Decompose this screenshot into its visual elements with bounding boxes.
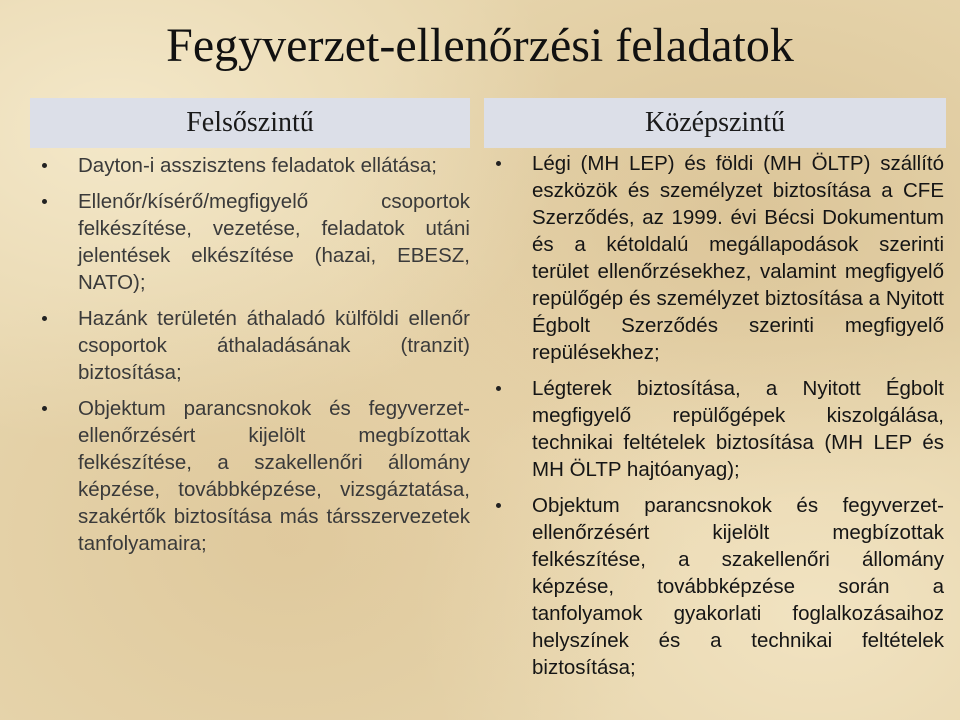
list-item [78,395,470,557]
left-bullet-list [30,152,470,557]
right-column [484,98,946,690]
bullet-icon [42,163,47,168]
list-item-text: Objektum parancsnokok és fegyverzet-ellenőrzésért kijelölt megbízottak felkészítése, a szakellenőri állomány képzése, továbbképzése során a tanfolyamok gyakorlati foglalkozásaihoz helyszínek és a technikai feltételek biztosítása; [532,494,944,679]
bullet-icon [496,503,501,508]
list-item [532,150,944,366]
bullet-icon [496,386,501,391]
list-item-text: Légterek biztosítása, a Nyitott Égbolt megfigyelő repülőgépek kiszolgálása, technikai feltételek biztosítása (MH LEP és MH ÖLTP hajtóanyag); [532,377,944,481]
list-item [78,152,470,179]
list-item-text: Ellenőr/kísérő/megfigyelő csoportok felkészítése, vezetése, feladatok utáni jelentések elkészítése (hazai, EBESZ, NATO); [78,190,470,294]
bullet-icon [42,199,47,204]
list-item [78,305,470,386]
list-item-text: Objektum parancsnokok és fegyverzet-ellenőrzésért kijelölt megbízottak felkészítése, a szakellenőri állomány képzése, továbbképzése, vizsgáztatása, szakértők biztosítása más társszervezetek tanfolyamaira; [78,397,470,555]
list-item-text: Dayton-i asszisztens feladatok ellátása; [78,154,437,177]
list-item [532,375,944,483]
page-title: Fegyverzet-ellenőrzési feladatok [166,19,794,72]
bullet-icon [42,406,47,411]
left-column [30,98,470,566]
list-item [532,492,944,681]
list-item-text: Hazánk területén áthaladó külföldi ellenőr csoportok áthaladásának (tranzit) biztosítása; [78,307,470,384]
bullet-icon [42,316,47,321]
bullet-icon [496,161,501,166]
right-bullet-list [484,150,946,681]
list-item-text: Légi (MH LEP) és földi (MH ÖLTP) szállító eszközök és személyzet biztosítása a CFE Szerződés, az 1999. évi Bécsi Dokumentum és a kétoldalú megállapodások szerinti terület ellenőrzésekhez, valamint megfigyelő repülőgép és személyzet biztosítása a Nyitott Égbolt Szerződés szerinti megfigyelő repülésekhez; [532,152,944,364]
list-item [78,188,470,296]
left-column-header: Felsőszintű [30,98,470,148]
right-column-header: Középszintű [484,98,946,148]
